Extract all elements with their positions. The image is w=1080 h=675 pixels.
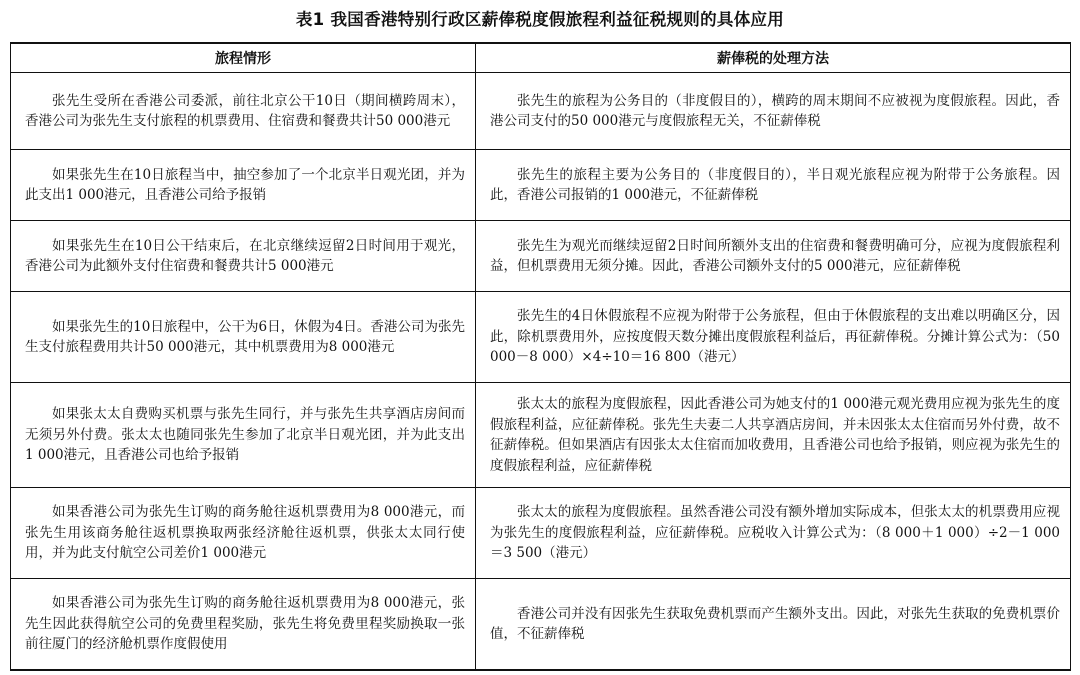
table-row	[11, 579, 1071, 671]
situation-cell: 张先生受所在香港公司委派，前往北京公干10日（期间横跨周末），香港公司为张先生支付旅程的机票费用、住宿费和餐费共计50 000港元	[11, 73, 476, 150]
header-treatment: 薪俸税的处理方法	[476, 43, 1071, 73]
rules-table	[10, 42, 1071, 671]
table-caption: 表1 我国香港特别行政区薪俸税度假旅程利益征税规则的具体应用	[295, 10, 785, 29]
treatment-cell: 香港公司并没有因张先生获取免费机票而产生额外支出。因此，对张先生获取的免费机票价值，不征薪俸税	[476, 579, 1071, 671]
treatment-cell: 张先生的旅程主要为公务目的（非度假目的），半日观光旅程应视为附带于公务旅程。因此，香港公司报销的1 000港元，不征薪俸税	[476, 150, 1071, 221]
situation-cell: 如果张先生在10日公干结束后，在北京继续逗留2日时间用于观光，香港公司为此额外支付住宿费和餐费共计5 000港元	[11, 221, 476, 292]
treatment-cell: 张先生为观光而继续逗留2日时间所额外支出的住宿费和餐费明确可分，应视为度假旅程利益，但机票费用无须分摊。因此，香港公司额外支付的5 000港元，应征薪俸税	[476, 221, 1071, 292]
treatment-cell: 张先生的旅程为公务目的（非度假目的），横跨的周末期间不应被视为度假旅程。因此，香港公司支付的50 000港元与度假旅程无关，不征薪俸税	[476, 73, 1071, 150]
table-row	[11, 221, 1071, 292]
treatment-cell: 张先生的4日休假旅程不应视为附带于公务旅程，但由于休假旅程的支出难以明确区分，因此，除机票费用外，应按度假天数分摊出度假旅程利益后，再征薪俸税。分摊计算公式为：（50 000－8 000）×4÷10＝16 800（港元）	[476, 292, 1071, 383]
table-row	[11, 488, 1071, 579]
header-situation: 旅程情形	[11, 43, 476, 73]
table-row	[11, 150, 1071, 221]
table-row	[11, 383, 1071, 488]
situation-cell: 如果张先生在10日旅程当中，抽空参加了一个北京半日观光团，并为此支出1 000港元，且香港公司给予报销	[11, 150, 476, 221]
situation-cell: 如果香港公司为张先生订购的商务舱往返机票费用为8 000港元，而张先生用该商务舱往返机票换取两张经济舱往返机票，供张太太同行使用，并为此支付航空公司差价1 000港元	[11, 488, 476, 579]
table-row	[11, 73, 1071, 150]
table-row	[11, 292, 1071, 383]
treatment-cell: 张太太的旅程为度假旅程。虽然香港公司没有额外增加实际成本，但张太太的机票费用应视为张先生的度假旅程利益，应征薪俸税。应税收入计算公式为：（8 000＋1 000）÷2－1 000＝3 500（港元）	[476, 488, 1071, 579]
table-header-row	[11, 43, 1071, 73]
situation-cell: 如果张太太自费购买机票与张先生同行，并与张先生共享酒店房间而无须另外付费。张太太也随同张先生参加了北京半日观光团，并为此支出1 000港元，且香港公司也给予报销	[11, 383, 476, 488]
situation-cell: 如果张先生的10日旅程中，公干为6日，休假为4日。香港公司为张先生支付旅程费用共计50 000港元，其中机票费用为8 000港元	[11, 292, 476, 383]
situation-cell: 如果香港公司为张先生订购的商务舱往返机票费用为8 000港元，张先生因此获得航空公司的免费里程奖励，张先生将免费里程奖励换取一张前往厦门的经济舱机票作度假使用	[11, 579, 476, 671]
treatment-cell: 张太太的旅程为度假旅程，因此香港公司为她支付的1 000港元观光费用应视为张先生的度假旅程利益，应征薪俸税。张先生夫妻二人共享酒店房间，并未因张太太住宿而另外付费，故不征薪俸税。但如果酒店有因张太太住宿而加收费用，且香港公司也给予报销，则应视为张先生的度假旅程利益，应征薪俸税	[476, 383, 1071, 488]
